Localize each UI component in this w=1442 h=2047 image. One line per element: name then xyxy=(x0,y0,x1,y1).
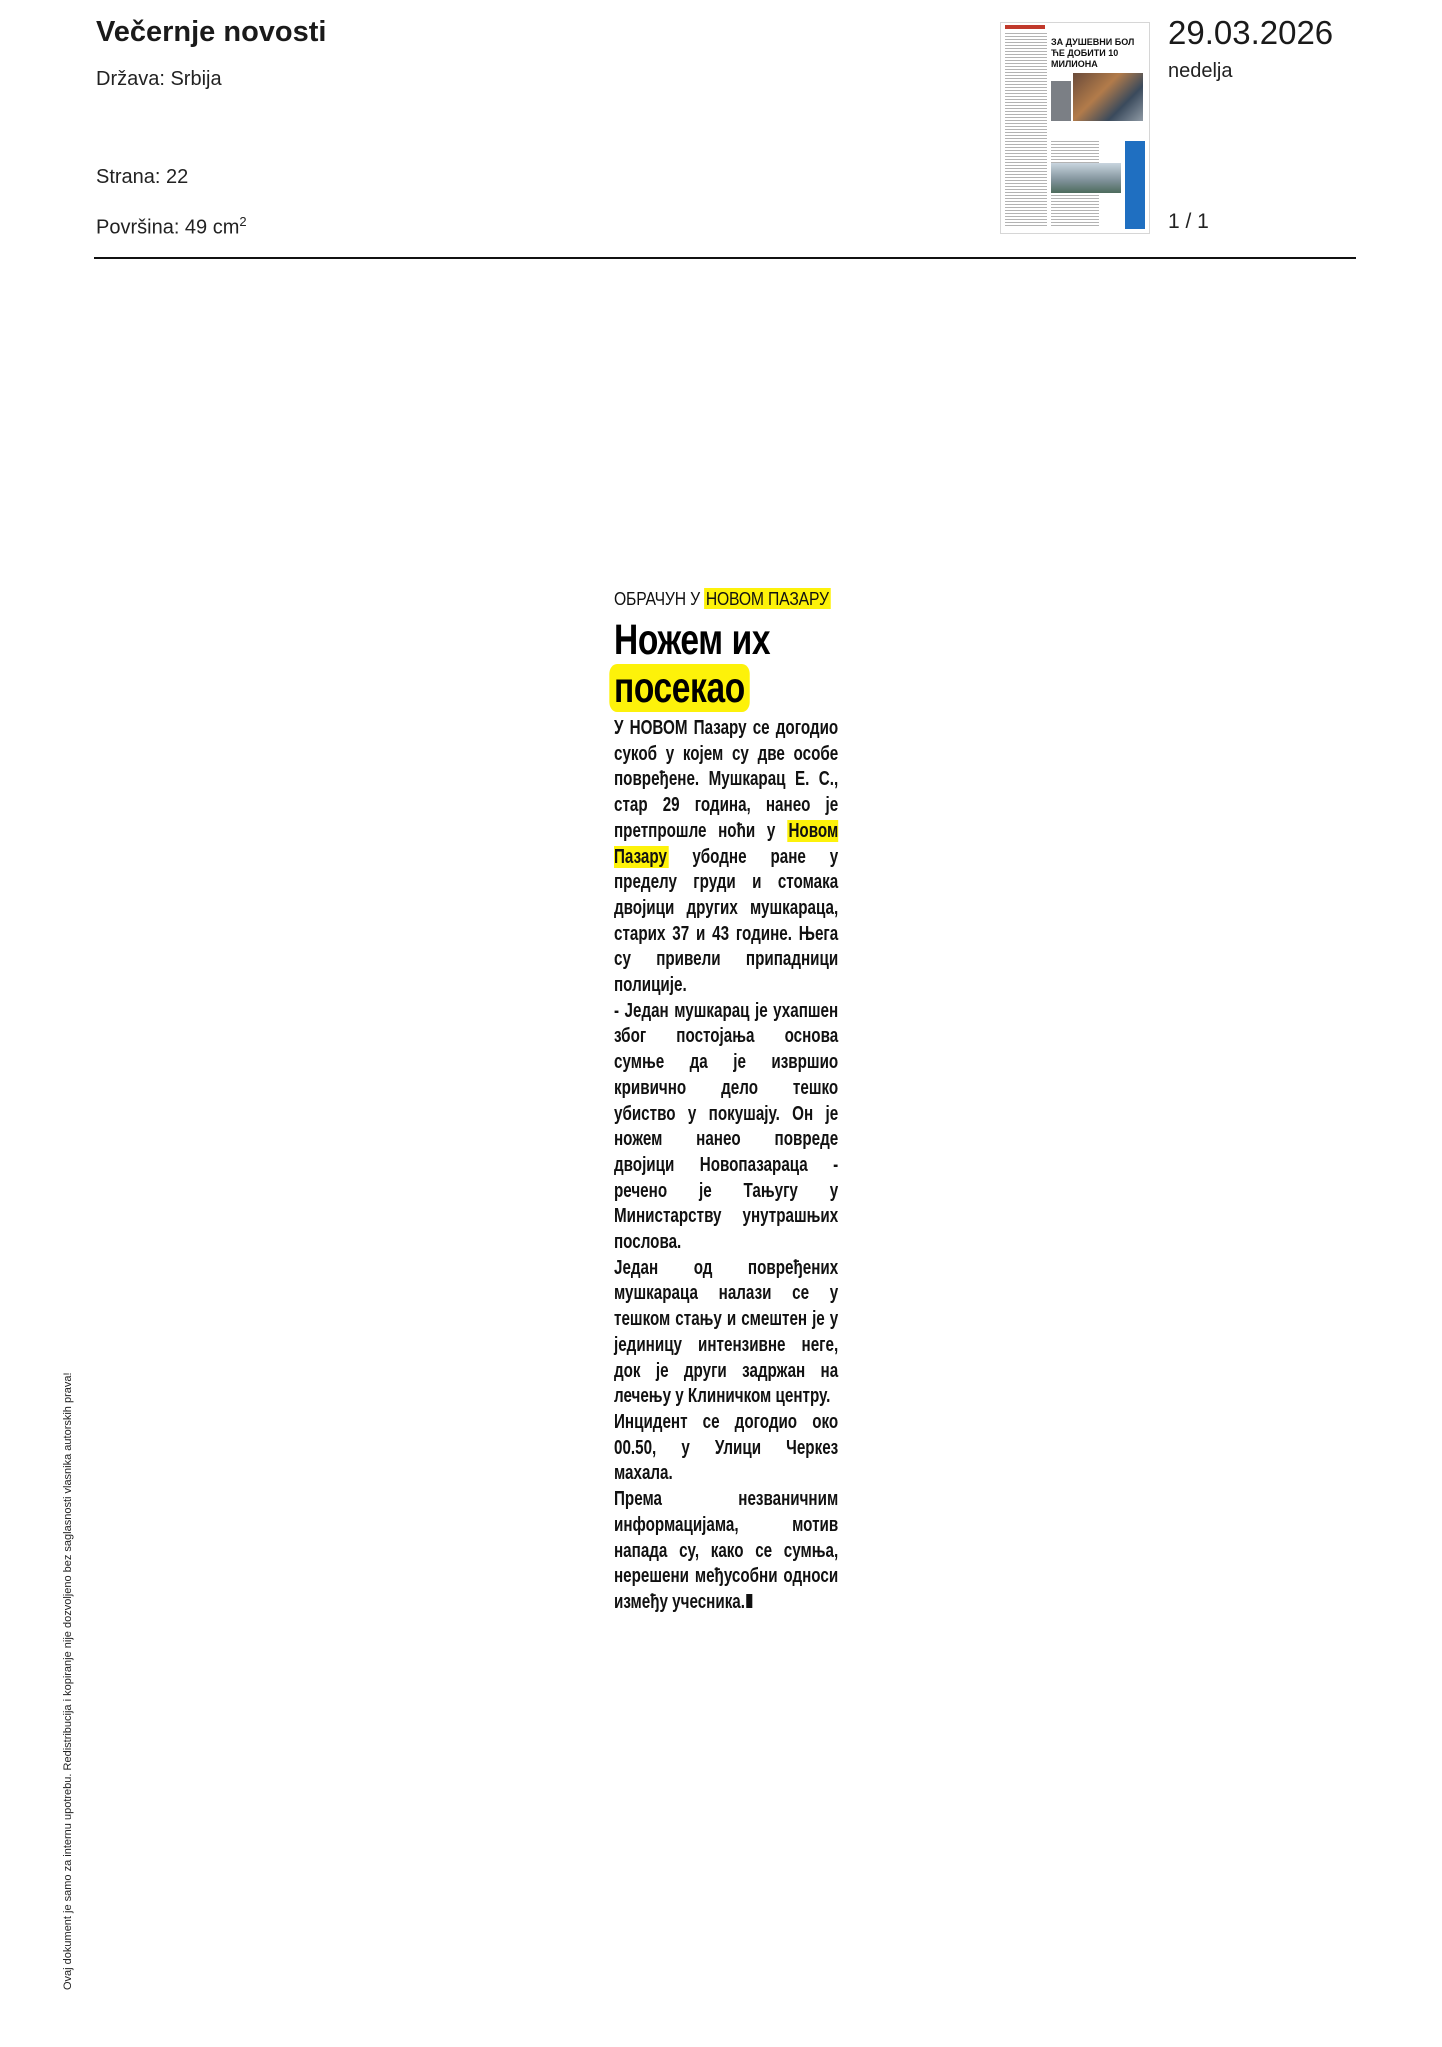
thumbnail-ad-block xyxy=(1125,141,1145,229)
page-number-label: Strana: 22 xyxy=(96,166,189,188)
headline-line-2-highlight: посекао xyxy=(609,664,749,712)
article-paragraph: Инцидент се догодио око 00.50, у Улици Черкез махала. xyxy=(614,1410,839,1485)
paragraph-text: Према незваничним информацијама, мотив напада су, како се сумња, нерешени међусобни односи између учесника. xyxy=(614,1488,839,1613)
article-headline xyxy=(614,616,840,712)
article-clipping xyxy=(614,588,838,1616)
issue-weekday: nedelja xyxy=(1168,60,1233,82)
paragraph-text: У НОВОМ Пазару се догодио сукоб у којем су две особе повређене. Мушкарац Е. С., стар 29 година, нанео је претпрошле ноћи у xyxy=(614,717,839,842)
body-highlight: Новом Пазару xyxy=(614,819,839,868)
publication-name: Večernje novosti xyxy=(96,16,327,48)
thumbnail-masthead-bar xyxy=(1005,25,1045,29)
area-unit-exponent: 2 xyxy=(239,214,247,229)
copyright-side-note: Ovaj dokument je samo za internu upotrebu. Redistribucija i kopiranje nije dozvoljeno bez saglasnosti vlasnika autorskih prava! xyxy=(62,1372,74,1990)
paragraph-text: убодне ране у пределу груди и стомака двојици других мушкараца, старих 37 и 43 године. Њега су привели припадници полиције. xyxy=(614,845,839,997)
kicker-text: ОБРАЧУН У xyxy=(614,588,705,609)
article-paragraph xyxy=(614,716,838,999)
thumbnail-headline: ЗА ДУШЕВНИ БОЛ ЋЕ ДОБИТИ 10 МИЛИОНА xyxy=(1051,37,1135,69)
thumbnail-photo xyxy=(1073,73,1143,121)
area-value: Površina: 49 cm xyxy=(96,216,240,239)
article-kicker xyxy=(614,588,835,610)
document-header xyxy=(0,0,1442,262)
thumbnail-text-column xyxy=(1005,33,1047,227)
area-label xyxy=(96,214,247,240)
end-mark-icon xyxy=(747,1594,753,1608)
article-paragraph: Један од повређених мушкараца налази се у тешком стању и смештен је у јединицу интензивне неге, док је други задржан на лечењу у Клиничком центру. xyxy=(614,1256,839,1408)
article-paragraph: - Један мушкарац је ухапшен због постојања основа сумње да је извршио кривично дело тешко убиство у покушају. Он је ножем нанео повреде двојици Новопазараца - речено је Тањугу у Министарству унутрашњих послова. xyxy=(614,999,839,1254)
page-thumbnail[interactable] xyxy=(1000,22,1150,234)
page-counter: 1 / 1 xyxy=(1168,210,1209,233)
header-divider xyxy=(94,257,1356,259)
headline-line-1: Ножем их xyxy=(614,616,771,664)
thumbnail-photo xyxy=(1051,81,1071,121)
article-body xyxy=(614,716,838,1616)
article-paragraph xyxy=(614,1487,838,1616)
kicker-highlight: НОВОМ ПАЗАРУ xyxy=(705,588,829,609)
country-label: Država: Srbija xyxy=(96,68,222,90)
issue-date: 29.03.2026 xyxy=(1168,14,1334,51)
thumbnail-photo xyxy=(1051,163,1121,193)
